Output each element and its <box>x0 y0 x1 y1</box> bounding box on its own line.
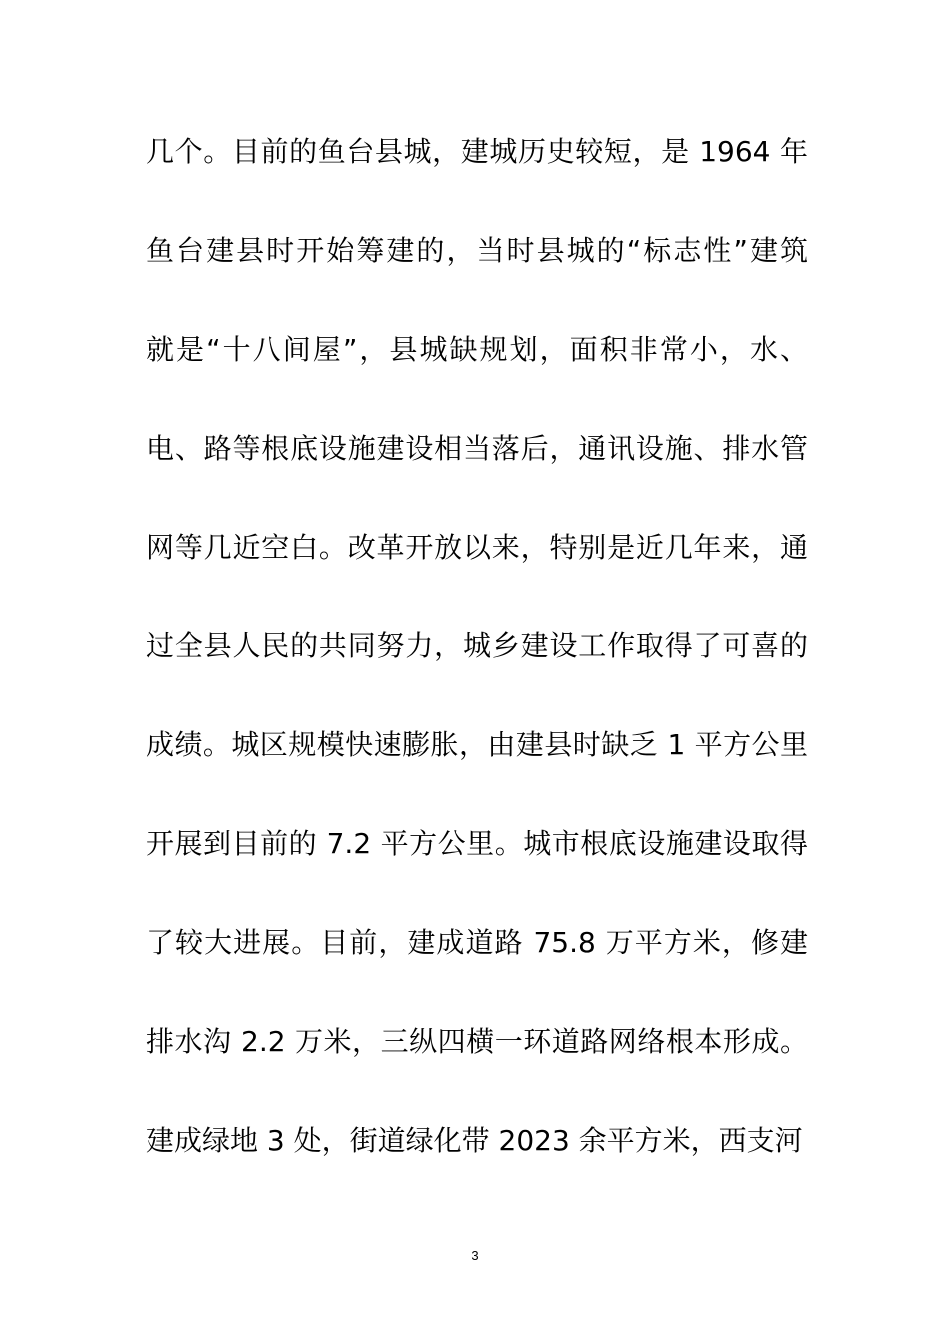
text-line-10: 排水沟 2.2 万米，三纵四横一环道路网络根本形成。 <box>146 1025 808 1059</box>
text-line-2: 鱼台建县时开始筹建的，当时县城的“标志性”建筑 <box>146 233 808 267</box>
text-line-8: 开展到目前的 7.2 平方公里。城市根底设施建设取得 <box>146 827 808 861</box>
text-line-4: 电、路等根底设施建设相当落后，通讯设施、排水管 <box>146 431 808 465</box>
page-number: 3 <box>471 1248 479 1263</box>
text-line-9: 了较大进展。目前，建成道路 75.8 万平方米，修建 <box>146 926 808 960</box>
body-paragraph <box>146 126 808 1214</box>
text-line-11: 建成绿地 3 处，街道绿化带 2023 余平方米，西支河 <box>146 1123 803 1157</box>
text-line-3: 就是“十八间屋”，县城缺规划，面积非常小，水、 <box>146 332 808 366</box>
text-line-7: 成绩。城区规模快速膨胀，由建县时缺乏 1 平方公里 <box>146 728 808 762</box>
text-line-5: 网等几近空白。改革开放以来，特别是近几年来，通 <box>146 530 808 564</box>
text-line-1: 几个。目前的鱼台县城，建城历史较短，是 1964 年 <box>146 135 808 168</box>
text-line-6: 过全县人民的共同努力，城乡建设工作取得了可喜的 <box>146 629 808 663</box>
